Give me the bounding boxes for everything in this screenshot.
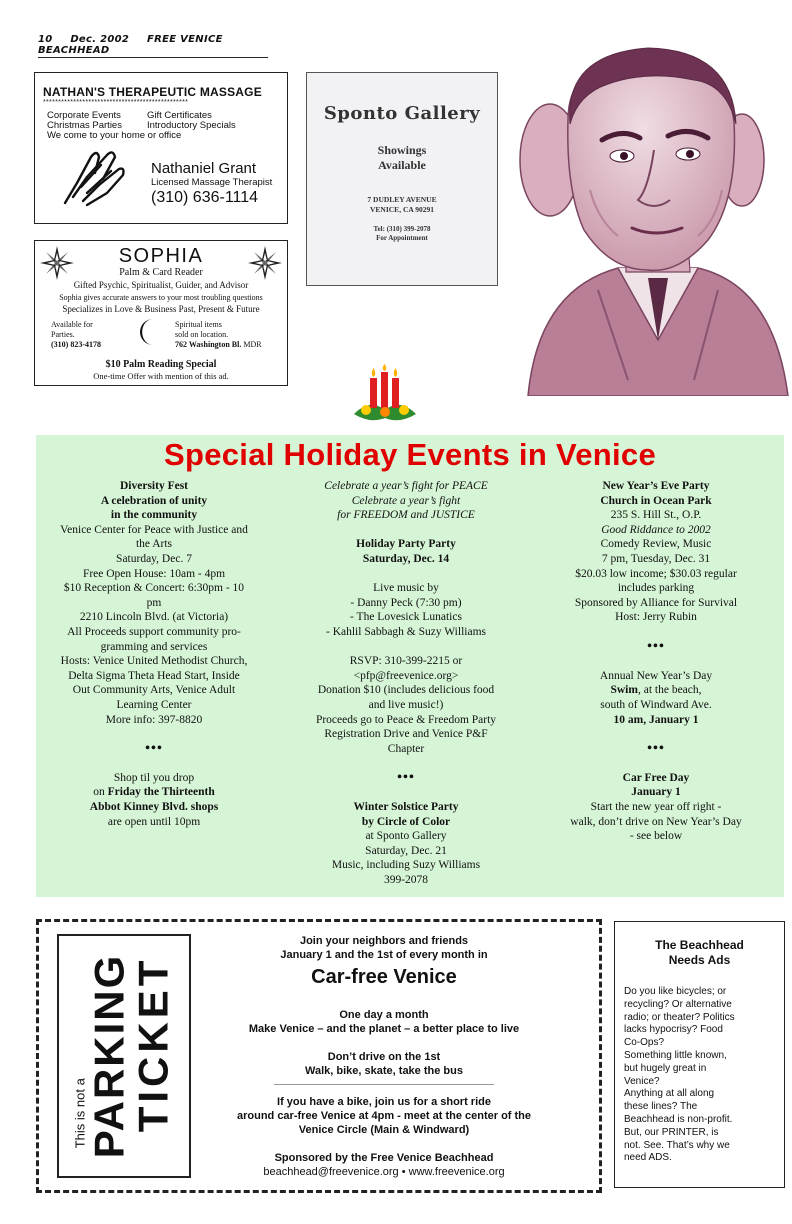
message-line: around car-free Venice at 4pm - meet at the center of the <box>236 1110 532 1122</box>
event-line: Car Free Day <box>622 771 690 784</box>
event-line: Comedy Review, Music <box>600 538 712 551</box>
event-line <box>284 567 528 582</box>
events-column-2 <box>284 479 528 888</box>
sophia-offer: One-time Offer with mention of this ad. <box>93 371 229 381</box>
event-line: Proceeds go to Peace & Freedom Party <box>315 713 497 726</box>
event-line: - Danny Peck (7:30 pm) <box>350 596 462 609</box>
needs-ads-line: Venice? <box>624 1075 660 1087</box>
events-column-3 <box>534 479 778 844</box>
sophia-address: 762 Washington Bl. <box>175 340 242 349</box>
event-line: 399-2078 <box>383 874 429 887</box>
sophia-special: $10 Palm Reading Special <box>105 359 217 370</box>
event-line: A celebration of unity <box>100 494 208 507</box>
needs-ads-box <box>614 921 785 1188</box>
event-line: - The Lovesick Lunatics <box>350 611 462 624</box>
sponto-gallery-ad <box>306 72 498 286</box>
event-line: ••• <box>397 769 415 785</box>
invite-line: January 1 and the 1st of every month in <box>280 949 488 961</box>
message-line: If you have a bike, join us for a short ride <box>277 1096 491 1108</box>
event-line <box>284 523 528 538</box>
parking-word: PARKING <box>85 953 133 1159</box>
event-line: $10 Reception & Concert: 6:30pm - 10 <box>63 582 245 595</box>
sponsor-line: Sponsored by the Free Venice Beachhead <box>274 1152 494 1164</box>
massage-ad-line: Christmas Parties <box>47 120 122 131</box>
event-line: Diversity Fest <box>119 480 189 492</box>
event-line: Holiday Party Party <box>356 538 456 551</box>
event-line: includes parking <box>617 582 695 595</box>
holiday-candles-icon <box>350 364 420 426</box>
sophia-subtitle: Palm & Card Reader <box>119 267 203 278</box>
event-line: Delta Sigma Theta Head Start, Inside <box>68 669 240 682</box>
event-line: - see below <box>629 830 683 843</box>
needs-ads-line: these lines? The <box>624 1101 698 1113</box>
ticket-word: TICKET <box>129 956 177 1133</box>
caricature-illustration <box>498 40 790 396</box>
event-line: Learning Center <box>116 698 192 711</box>
event-line: 2210 Lincoln Blvd. (at Victoria) <box>79 611 229 624</box>
event-line: Swim, at the beach, <box>610 684 702 697</box>
praying-hands-icon <box>57 143 129 207</box>
event-line <box>534 625 778 640</box>
event-line: Celebrate a year’s fight for PEACE <box>324 480 488 492</box>
needs-ads-line: lacks hypocrisy? Food <box>624 1024 723 1036</box>
event-line: gramming and services <box>100 640 208 653</box>
event-line: are open until 10pm <box>107 815 201 828</box>
parking-ticket-text <box>73 954 176 1159</box>
event-line: ••• <box>647 740 665 756</box>
sophia-availability: Available for Parties. (310) 823-4178 <box>51 320 101 349</box>
event-line: Celebrate a year’s fight <box>351 494 461 507</box>
sophia-ad <box>34 240 288 386</box>
event-line <box>284 756 528 771</box>
gallery-phone: Tel: (310) 399-2078 For Appointment <box>373 225 431 242</box>
sophia-location: Spiritual items sold on location. 762 Washington Bl. MDR <box>175 320 262 349</box>
event-line: Saturday, Dec. 7 <box>116 552 192 565</box>
event-line: Start the new year off right - <box>590 801 722 814</box>
page-header <box>38 34 268 58</box>
sophia-line: Specializes in Love & Business Past, Present & Future <box>62 304 260 314</box>
event-line <box>284 640 528 655</box>
event-line: Host: Jerry Rubin <box>615 611 697 624</box>
event-line: the Arts <box>135 538 173 551</box>
event-line: 7 pm, Tuesday, Dec. 31 <box>601 552 711 565</box>
needs-ads-line: Anything at all along <box>624 1088 715 1100</box>
event-line: $20.03 low income; $30.03 regular <box>575 567 737 580</box>
event-line: All Proceeds support community pro- <box>67 625 241 638</box>
event-line: Saturday, Dec. 21 <box>365 844 447 857</box>
event-line <box>534 727 778 742</box>
gallery-address: 7 DUDLEY AVENUE VENICE, CA 90291 <box>367 195 437 214</box>
event-line: on Friday the Thirteenth <box>93 786 215 799</box>
message-line: Walk, bike, skate, take the bus <box>305 1065 463 1077</box>
event-line: Saturday, Dec. 14 <box>362 552 450 565</box>
needs-ads-body <box>624 986 774 1165</box>
event-line: in the community <box>110 509 198 522</box>
event-line: More info: 397-8820 <box>105 713 203 726</box>
message-line: Venice Circle (Main & Windward) <box>298 1124 470 1136</box>
event-line <box>534 756 778 771</box>
events-title: Special Holiday Events in Venice <box>163 437 657 472</box>
needs-ads-line: Co-Ops? <box>624 1037 665 1049</box>
event-line: January 1 <box>631 786 681 799</box>
sophia-line: Sophia gives accurate answers to your most troubling questions <box>59 293 263 302</box>
event-line <box>36 756 272 771</box>
event-line: Music, including Suzy Williams <box>331 859 481 872</box>
event-line: Shop til you drop <box>113 771 195 784</box>
gallery-showings: Showings Available <box>377 143 427 172</box>
needs-ads-line: Beachhead is non-profit. <box>624 1113 733 1125</box>
needs-ads-line: recycling? Or alternative <box>624 998 732 1010</box>
event-line: ••• <box>647 638 665 654</box>
needs-ads-heading: The Beachhead Needs Ads <box>655 938 744 967</box>
event-line <box>36 727 272 742</box>
event-line: Good Riddance to 2002 <box>601 523 711 536</box>
event-line: Annual New Year’s Day <box>599 669 713 682</box>
divider <box>274 1084 494 1085</box>
needs-ads-line: need ADS. <box>624 1152 672 1164</box>
events-column-1 <box>36 479 272 829</box>
sophia-line: Gifted Psychic, Spiritualist, Guider, and Advisor <box>73 280 249 290</box>
event-line: Venice Center for Peace with Justice and <box>60 523 248 536</box>
event-line: <pfp@freevenice.org> <box>353 669 459 682</box>
massage-ad <box>34 72 288 224</box>
message-line: Don’t drive on the 1st <box>327 1051 441 1063</box>
event-line: Free Open House: 10am - 4pm <box>82 567 226 580</box>
page-number: 10 <box>38 34 53 45</box>
massage-ad-line: We come to your home or office <box>47 130 182 141</box>
event-line <box>284 785 528 800</box>
event-line: south of Windward Ave. <box>600 698 712 711</box>
massage-ad-line: Introductory Specials <box>147 120 236 131</box>
contact-line: beachhead@freevenice.org • www.freevenice.org <box>263 1166 505 1178</box>
event-line: pm <box>146 596 162 609</box>
car-free-venice-title: Car-free Venice <box>311 966 457 988</box>
event-line: Out Community Arts, Venice Adult <box>72 684 236 697</box>
massage-ad-title: NATHAN'S THERAPEUTIC MASSAGE <box>43 85 262 99</box>
invite-line: Join your neighbors and friends <box>299 935 469 947</box>
therapist-name: Nathaniel Grant <box>151 160 257 177</box>
event-line: Donation $10 (includes delicious food <box>317 684 495 697</box>
issue-date: Dec. 2002 <box>70 34 130 45</box>
event-line: Hosts: Venice United Methodist Church, <box>60 655 248 668</box>
therapist-phone: (310) 636-1114 <box>151 189 259 206</box>
event-line: for FREEDOM and JUSTICE <box>337 509 475 522</box>
car-free-venice-ad <box>36 919 602 1193</box>
event-line <box>534 654 778 669</box>
needs-ads-line: not. See. That’s why we <box>624 1139 730 1151</box>
event-line: Live music by <box>373 582 439 595</box>
event-line: by Circle of Color <box>361 815 451 828</box>
event-line: Chapter <box>387 742 425 755</box>
message-line: One day a month <box>339 1009 429 1021</box>
needs-ads-line: Something little known, <box>624 1049 727 1061</box>
event-line: at Sponto Gallery <box>365 830 447 843</box>
event-line: RSVP: 310-399-2215 or <box>349 655 463 668</box>
needs-ads-line: radio; or theater? Politics <box>624 1011 735 1023</box>
needs-ads-line: but hugely great in <box>624 1062 707 1074</box>
event-line: walk, don’t drive on New Year’s Day <box>570 815 742 828</box>
paper-name: FREE VENICE BEACHHEAD <box>38 34 223 56</box>
massage-ad-line: Corporate Events <box>47 110 121 121</box>
event-line: Abbot Kinney Blvd. shops <box>89 801 219 814</box>
crescent-moon-icon <box>135 317 161 347</box>
therapist-title: Licensed Massage Therapist <box>151 177 273 188</box>
event-line: Winter Solstice Party <box>353 801 459 814</box>
holiday-events-section <box>36 435 784 897</box>
needs-ads-line: But, our PRINTER, is <box>624 1126 719 1138</box>
car-free-message <box>189 934 579 1179</box>
event-line: ••• <box>145 740 163 756</box>
event-line: Sponsored by Alliance for Survival <box>574 596 738 609</box>
needs-ads-line: Do you like bicycles; or <box>624 986 727 997</box>
message-line: Make Venice – and the planet – a better place to live <box>248 1023 520 1035</box>
event-line: New Year’s Eve Party <box>602 480 710 492</box>
gallery-name: Sponto Gallery <box>323 103 481 124</box>
sophia-phone: (310) 823-4178 <box>51 340 101 349</box>
event-line: Registration Drive and Venice P&F <box>324 728 488 741</box>
sophia-title: SOPHIA <box>118 245 204 267</box>
parking-ticket-stub <box>57 934 191 1178</box>
event-line: - Kahlil Sabbagh & Suzy Williams <box>326 625 486 638</box>
event-line: 235 S. Hill St., O.P. <box>610 509 702 522</box>
event-line: 10 am, January 1 <box>613 713 699 726</box>
event-line: and live music!) <box>368 698 444 711</box>
not-a-label: This is not a <box>72 1078 88 1149</box>
massage-ad-divider: ************************************************ <box>43 99 189 106</box>
massage-ad-line: Gift Certificates <box>147 110 212 121</box>
event-line: Church in Ocean Park <box>600 494 712 507</box>
